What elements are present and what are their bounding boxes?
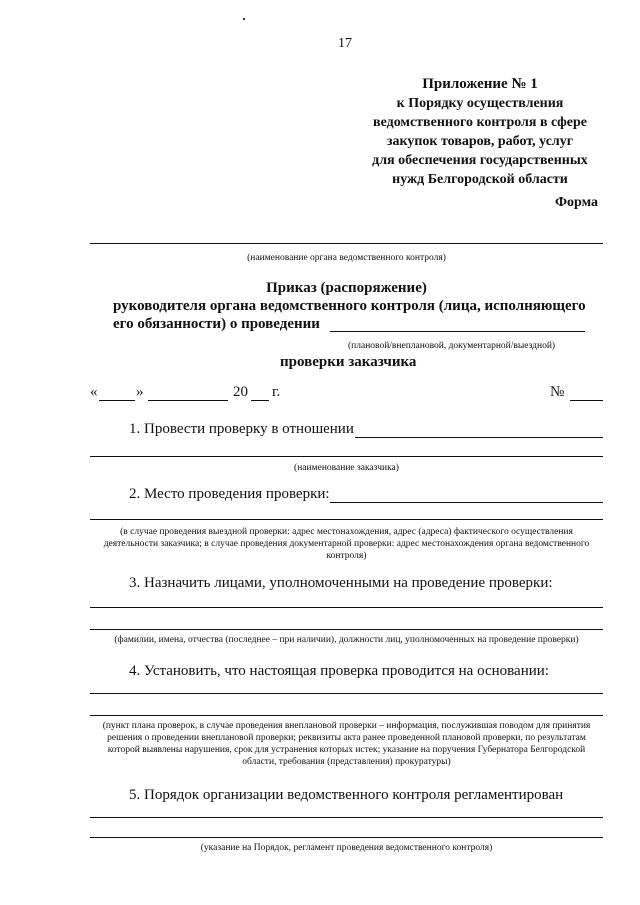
check-type-line [330,331,585,332]
item-4-caption-line-3: которой выявлены нарушения, срок для устранения которых истек; указание на поручения Губернатора Белгородской [107,745,586,755]
item-4-line-2 [90,715,603,716]
item-3-text: 3. Назначить лицами, уполномоченными на проведение проверки: [129,575,553,591]
order-line-4: проверки заказчика [280,354,417,370]
appendix-line-4: закупок товаров, работ, услуг [386,134,574,149]
appendix-line-2: к Порядку осуществления [396,96,564,111]
appendix-block [330,75,630,189]
date-month-line [148,400,228,401]
item-3-line-1 [90,607,603,608]
item-1-text: 1. Провести проверку в отношении [129,421,354,437]
check-type-caption: (плановой/внеплановой, документарной/выездной) [348,341,556,351]
order-line-3: его обязанности) о проведении [113,316,320,332]
item-1-full-line [90,456,603,457]
item-2-text: 2. Место проведения проверки: [129,486,330,502]
item-4-caption-line-1: (пункт плана проверок, в случае проведения внеплановой проверки – информация, послужившая поводом для принятия [102,721,591,731]
order-line-2: руководителя органа ведомственного контроля (лица, исполняющего [113,298,586,314]
appendix-line-1: Приложение № 1 [422,76,538,92]
item-5-text: 5. Порядок организации ведомственного контроля регламентирован [129,787,564,803]
item-1-caption: (наименование заказчика) [294,463,399,473]
page-number: 17 [338,36,352,51]
item-4-caption-line-2: решения о проведении внеплановой проверки; реквизиты акта ранее проведенной плановой проверки, по результатам [107,733,586,743]
org-name-line [90,243,603,244]
appendix-line-6: нужд Белгородской области [392,172,568,187]
item-2-caption-line-1: (в случае проведения выездной проверки: адрес местонахождения, адрес (адреса) фактического осуществления [120,527,573,537]
item-4-text: 4. Установить, что настоящая проверка проводится на основании: [129,663,549,679]
date-year-prefix: 20 [233,384,248,400]
item-3-line-2 [90,629,603,630]
date-year-suffix: г. [272,384,281,400]
item-2-caption-line-2: деятельности заказчика; в случае проведения документарной проверки: адрес местонахождения органа ведомственного [103,539,590,549]
item-1-inline-line [355,437,603,438]
item-2-inline-line [330,502,603,503]
order-title: Приказ (распоряжение) [266,280,427,296]
appendix-line-5: для обеспечения государственных [372,153,588,168]
top-mark [243,18,245,20]
date-year-line [251,400,269,401]
item-5-line-2 [90,837,603,838]
item-2-caption-line-3: контроля) [326,551,367,561]
appendix-line-3: ведомственного контроля в сфере [373,115,587,130]
item-2-full-line [90,519,603,520]
item-4-caption-line-4: области, требования (представления) прокуратуры) [242,757,451,767]
item-4-caption [86,720,607,768]
item-5-caption: (указание на Порядок, регламент проведения ведомственного контроля) [200,843,493,853]
item-3-caption: (фамилии, имена, отчества (последнее – при наличии), должности лиц, уполномоченных на проведение проверки) [114,635,579,645]
item-5-line-1 [90,817,603,818]
date-open-quote: « [90,384,98,400]
date-close-quote: » [136,384,144,400]
form-label: Форма [555,195,599,210]
number-sign: № [550,384,565,400]
number-line [570,400,603,401]
item-4-line-1 [90,693,603,694]
org-name-caption: (наименование органа ведомственного контроля) [247,253,446,263]
item-2-caption [86,526,607,562]
date-day-line [99,400,135,401]
